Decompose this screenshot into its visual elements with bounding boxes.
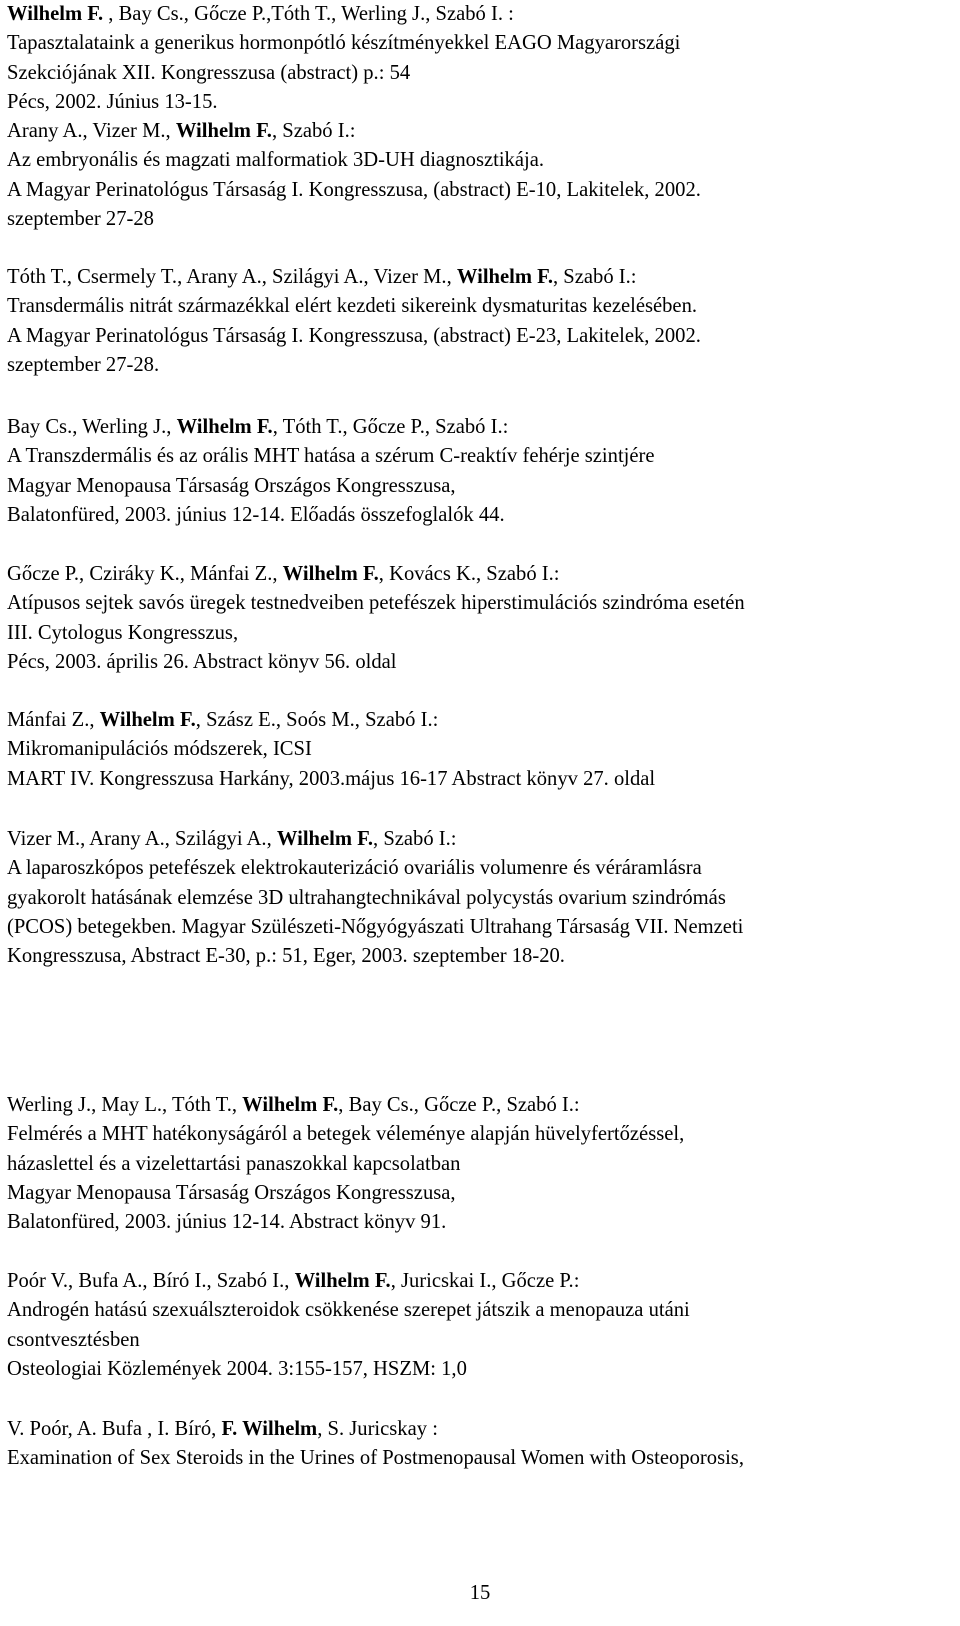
author-text: Gőcze P., Cziráky K., Mánfai Z., <box>7 563 283 585</box>
highlighted-author: Wilhelm F. <box>456 266 553 288</box>
publication-entry <box>7 825 960 971</box>
author-text: Mánfai Z., <box>7 709 100 731</box>
entry-text-line: Mikromanipulációs módszerek, ICSI <box>7 738 312 761</box>
highlighted-author: Wilhelm F. <box>294 1270 391 1292</box>
author-text: , Szász E., Soós M., Szabó I.: <box>195 709 439 731</box>
publication-entry <box>7 1267 960 1384</box>
entry-text-line: MART IV. Kongresszusa Harkány, 2003.május 16-17 Abstract könyv 27. oldal <box>7 767 656 790</box>
publication-entry <box>7 706 960 794</box>
author-text: , S. Juricskay : <box>317 1418 438 1440</box>
author-text: , Kovács K., Szabó I.: <box>378 563 560 585</box>
entry-authors <box>7 560 960 589</box>
author-text: , Szabó I.: <box>373 828 457 850</box>
author-text: Arany A., Vizer M., <box>7 120 176 142</box>
publication-entry <box>7 1091 960 1237</box>
entry-text-line: Androgén hatású szexuálszteroidok csökkenése szerepet játszik a menopauza utáni <box>7 1299 690 1322</box>
entry-authors <box>7 706 960 735</box>
entry-text-line: Examination of Sex Steroids in the Urines of Postmenopausal Women with Osteoporosis, <box>7 1447 744 1470</box>
publication-entry <box>7 413 960 530</box>
author-text: , Juricskai I., Gőcze P.: <box>390 1270 580 1292</box>
entry-authors <box>7 825 960 854</box>
entry-text-line: szeptember 27-28. <box>7 353 160 376</box>
highlighted-author: Wilhelm F. <box>282 563 379 585</box>
author-text: Bay Cs., Werling J., <box>7 416 177 438</box>
highlighted-author: Wilhelm F. <box>242 1094 339 1116</box>
author-text: Tóth T., Csermely T., Arany A., Szilágyi A., Vizer M., <box>7 266 457 288</box>
entry-text-line: Kongresszusa, Abstract E-30, p.: 51, Eger, 2003. szeptember 18-20. <box>7 945 565 968</box>
entry-authors <box>7 263 960 292</box>
entry-text-line: gyakorolt hatásának elemzése 3D ultrahangtechnikával polycystás ovarium szindrómás <box>7 886 726 909</box>
entry-text-line: (PCOS) betegekben. Magyar Szülészeti-Nőgyógyászati Ultrahang Társaság VII. Nemzeti <box>7 915 744 938</box>
author-text: , Tóth T., Gőcze P., Szabó I.: <box>272 416 509 438</box>
entry-text-line: Felmérés a MHT hatékonyságáról a betegek véleménye alapján hüvelyfertőzéssel, <box>7 1123 685 1146</box>
entry-text-line: Balatonfüred, 2003. június 12-14. Előadás összefoglalók 44. <box>7 503 505 526</box>
entry-text-line: Transdermális nitrát származékkal elért kezdeti sikereink dysmaturitas kezelésében. <box>7 295 698 318</box>
publication-entry <box>7 1415 960 1474</box>
author-text: Vizer M., Arany A., Szilágyi A., <box>7 828 277 850</box>
highlighted-author: F. Wilhelm <box>221 1418 318 1440</box>
entry-text-line: csontvesztésben <box>7 1328 140 1351</box>
entry-text-line: Tapasztalataink a generikus hormonpótló készítményekkel EAGO Magyarországi <box>7 32 681 55</box>
highlighted-author: Wilhelm F. <box>99 709 196 731</box>
publication-entry <box>7 263 960 380</box>
entry-authors <box>7 413 960 442</box>
author-text: Poór V., Bufa A., Bíró I., Szabó I., <box>7 1270 295 1292</box>
entry-text-line: Balatonfüred, 2003. június 12-14. Abstract könyv 91. <box>7 1211 447 1234</box>
entry-authors <box>7 0 960 29</box>
highlighted-author: Wilhelm F. <box>7 3 104 25</box>
entry-text-line: Pécs, 2002. Június 13-15. <box>7 90 218 113</box>
entry-text-line: szeptember 27-28 <box>7 207 154 230</box>
publication-entry <box>7 117 960 234</box>
entry-authors <box>7 117 960 146</box>
entry-text-line: Osteologiai Közlemények 2004. 3:155-157, HSZM: 1,0 <box>7 1357 467 1380</box>
entry-text-line: A Magyar Perinatológus Társaság I. Kongresszusa, (abstract) E-23, Lakitelek, 2002. <box>7 324 701 347</box>
author-text: Werling J., May L., Tóth T., <box>7 1094 243 1116</box>
page-number: 15 <box>469 1582 491 1604</box>
entry-authors <box>7 1415 960 1444</box>
author-text: , Bay Cs., Gőcze P.,Tóth T., Werling J., Szabó I. : <box>103 3 514 25</box>
entry-text-line: Atípusos sejtek savós üregek testnedveiben petefészek hiperstimulációs szindróma esetén <box>7 592 745 615</box>
entry-text-line: Szekciójának XII. Kongresszusa (abstract) p.: 54 <box>7 61 411 84</box>
entry-authors <box>7 1091 960 1120</box>
author-text: , Bay Cs., Gőcze P., Szabó I.: <box>338 1094 580 1116</box>
entry-text-line: III. Cytologus Kongresszus, <box>7 621 239 644</box>
entry-text-line: Magyar Menopausa Társaság Országos Kongresszusa, <box>7 474 456 497</box>
author-text: V. Poór, A. Bufa , I. Bíró, <box>7 1418 222 1440</box>
entry-text-line: Magyar Menopausa Társaság Országos Kongresszusa, <box>7 1181 456 1204</box>
author-text: , Szabó I.: <box>271 120 356 142</box>
highlighted-author: Wilhelm F. <box>276 828 374 850</box>
entry-text-line: Az embryonális és magzati malformatiok 3D-UH diagnosztikája. <box>7 149 544 172</box>
entry-text-line: A laparoszkópos petefészek elektrokauterizáció ovariális volumenre és véráramlásra <box>7 857 702 880</box>
entry-authors <box>7 1267 960 1296</box>
author-text: , Szabó I.: <box>553 266 637 288</box>
publication-entry <box>7 0 960 117</box>
publication-entry <box>7 560 960 677</box>
highlighted-author: Wilhelm F. <box>175 120 272 142</box>
entry-text-line: házaslettel és a vizelettartási panaszokkal kapcsolatban <box>7 1152 461 1175</box>
entry-text-line: Pécs, 2003. április 26. Abstract könyv 56. oldal <box>7 650 397 673</box>
entry-text-line: A Transzdermális és az orális MHT hatása a szérum C-reaktív fehérje szintjére <box>7 445 655 468</box>
highlighted-author: Wilhelm F. <box>176 416 273 438</box>
entry-text-line: A Magyar Perinatológus Társaság I. Kongresszusa, (abstract) E-10, Lakitelek, 2002. <box>7 178 701 201</box>
